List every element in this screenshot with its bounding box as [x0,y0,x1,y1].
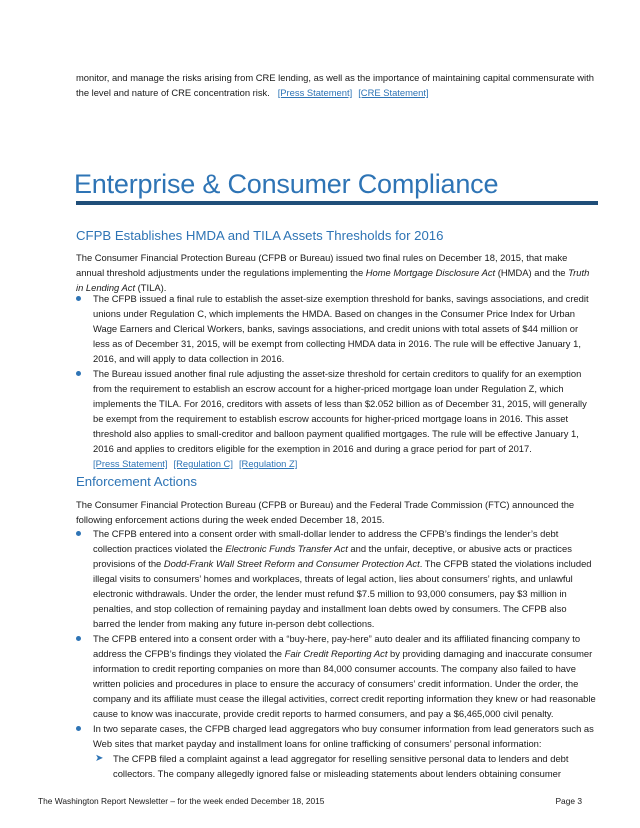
footer-page-number: Page 3 [555,796,582,806]
section-title: Enterprise & Consumer Compliance [74,169,499,199]
section-title-rule [76,201,598,205]
enforcement-heading: Enforcement Actions [76,474,197,489]
list-item [76,526,596,631]
hmda-bullet-2-text: The Bureau issued another final rule adjusting the asset-size threshold for certain creditors to qualify for an exemption from the requirement to establish an escrow account for a higher-priced mortgage loan under Regulation Z, which implements the TILA. For 2016, creditors with assets of less than $2.052 billion as of December 31, 2015, will generally be exempt from the requirement to establish escrow accounts for higher-priced mortgage loans in 2016. This asset threshold also applies to small-creditor and balloon payment qualified mortgages. The rule will be effective January 1, 2016 and applies to creditors eligible for the exemption in 2016 and during a grace period for part of 2017. [93,368,587,454]
press-statement-link[interactable]: [Press Statement] [93,458,168,469]
enforcement-bullet-2-text-a: The CFPB entered into a consent order with a “buy-here, pay-here” auto dealer and its affiliated financing company to address the CFPB’s findings they violated the [93,633,581,659]
bullet-dot-icon [76,371,81,376]
list-item [93,751,596,781]
efta-act-name: Electronic Funds Transfer Act [225,543,348,554]
hmda-intro-text-c: (TILA). [135,282,167,293]
bullet-dot-icon [76,531,81,536]
press-statement-link[interactable]: [Press Statement] [277,87,353,98]
hmda-intro-text-a: The Consumer Financial Protection Bureau (CFPB or Bureau) issued two final rules on December 18, 2015, that make annual threshold adjustments under the regulations implementing the [76,252,568,278]
enforcement-bullet-1-text-a: The CFPB entered into a consent order with small-dollar lender to address the CFPB’s findings the lender’s debt collection practices violated the [93,528,559,554]
regulation-c-link[interactable]: [Regulation C] [173,458,233,469]
hmda-bullet-1-text: The CFPB issued a final rule to establish the asset-size exemption threshold for banks, savings associations, and credit unions under Regulation C, which implements the HMDA. Based on changes in the Consumer Price Index for Urban Wage Earners and Clerical Workers, banks, savings associations, and credit unions with total assets of $44 million or less as of December 31, 2015, will be exempt from collecting HMDA data in 2016. The rule will be effective January 1, 2016, and will apply to data collection in 2016. [93,293,589,364]
enforcement-bullet-1-text-b: and the unfair, deceptive, or abusive acts or practices provisions of the [93,543,572,569]
enforcement-bullet-3-text: In two separate cases, the CFPB charged lead aggregators who buy consumer information from lead generators such as Web sites that market payday and installment loans for online trafficking of consumers’ personal information: [93,723,594,749]
list-item [76,631,596,721]
bullet-dot-icon [76,296,81,301]
dodd-frank-act-name: Dodd-Frank Wall Street Reform and Consumer Protection Act [163,558,420,569]
hmda-heading: CFPB Establishes HMDA and TILA Assets Thresholds for 2016 [76,228,444,243]
arrow-bullet-icon: ➤ [95,753,104,764]
list-item [76,721,596,781]
intro-paragraph [76,70,596,100]
fcra-act-name: Fair Credit Reporting Act [284,648,388,659]
regulation-z-link[interactable]: [Regulation Z] [238,458,298,469]
enforcement-sub-list [93,751,596,781]
bullet-dot-icon [76,726,81,731]
bullet-dot-icon [76,636,81,641]
enforcement-sub-bullet-1-text: The CFPB filed a complaint against a lead aggregator for reselling sensitive personal data to lenders and debt collectors. The company allegedly ignored false or misleading statements about lenders obtaining consumer [113,753,569,779]
hmda-intro-paragraph [76,250,596,295]
tila-act-name: Truth in Lending Act [76,267,590,293]
enforcement-intro-paragraph: The Consumer Financial Protection Bureau (CFPB or Bureau) and the Federal Trade Commission (FTC) announced the following enforcement actions during the week ended December 18, 2015. [76,499,575,525]
cre-statement-link[interactable]: [CRE Statement] [358,87,429,98]
enforcement-bullet-2-text-b: by providing damaging and inaccurate consumer information to credit reporting companies on more than 84,000 consumer accounts. The company also failed to have written policies and procedures in place to ensure the accuracy of consumers’ credit information. Under the order, the company and its affiliate must cease the illegal activities, correct credit reporting information they knew or had reasonable cause to know was inaccurate, provide credit reports to harmed consumers, and pay a $6,465,000 civil penalty. [93,648,596,719]
list-item [76,366,596,471]
hmda-bullet-list [76,291,596,471]
hmda-act-name: Home Mortgage Disclosure Act [365,267,496,278]
enforcement-bullet-list [76,526,596,781]
footer-newsletter-title: The Washington Report Newsletter – for the week ended December 18, 2015 [38,796,325,806]
hmda-intro-text-b: (HMDA) and the [495,267,569,278]
list-item [76,291,596,366]
enforcement-bullet-1-text-c: . The CFPB stated the violations included illegal visits to consumers’ homes and workplaces, threats of legal action, lies about consumers’ rights, and unlawful electronic withdrawals. Under the order, the lender must refund $7.5 million to 93,000 consumers, pay $3 million in penalties, and stop collection of remaining payday and installment loan debts owed by consumers. The CFPB also barred the lender from making any future in-person debt collections. [93,558,592,629]
intro-text: monitor, and manage the risks arising from CRE lending, as well as the importance of maintaining capital commensurate with the level and nature of CRE concentration risk. [76,72,594,98]
